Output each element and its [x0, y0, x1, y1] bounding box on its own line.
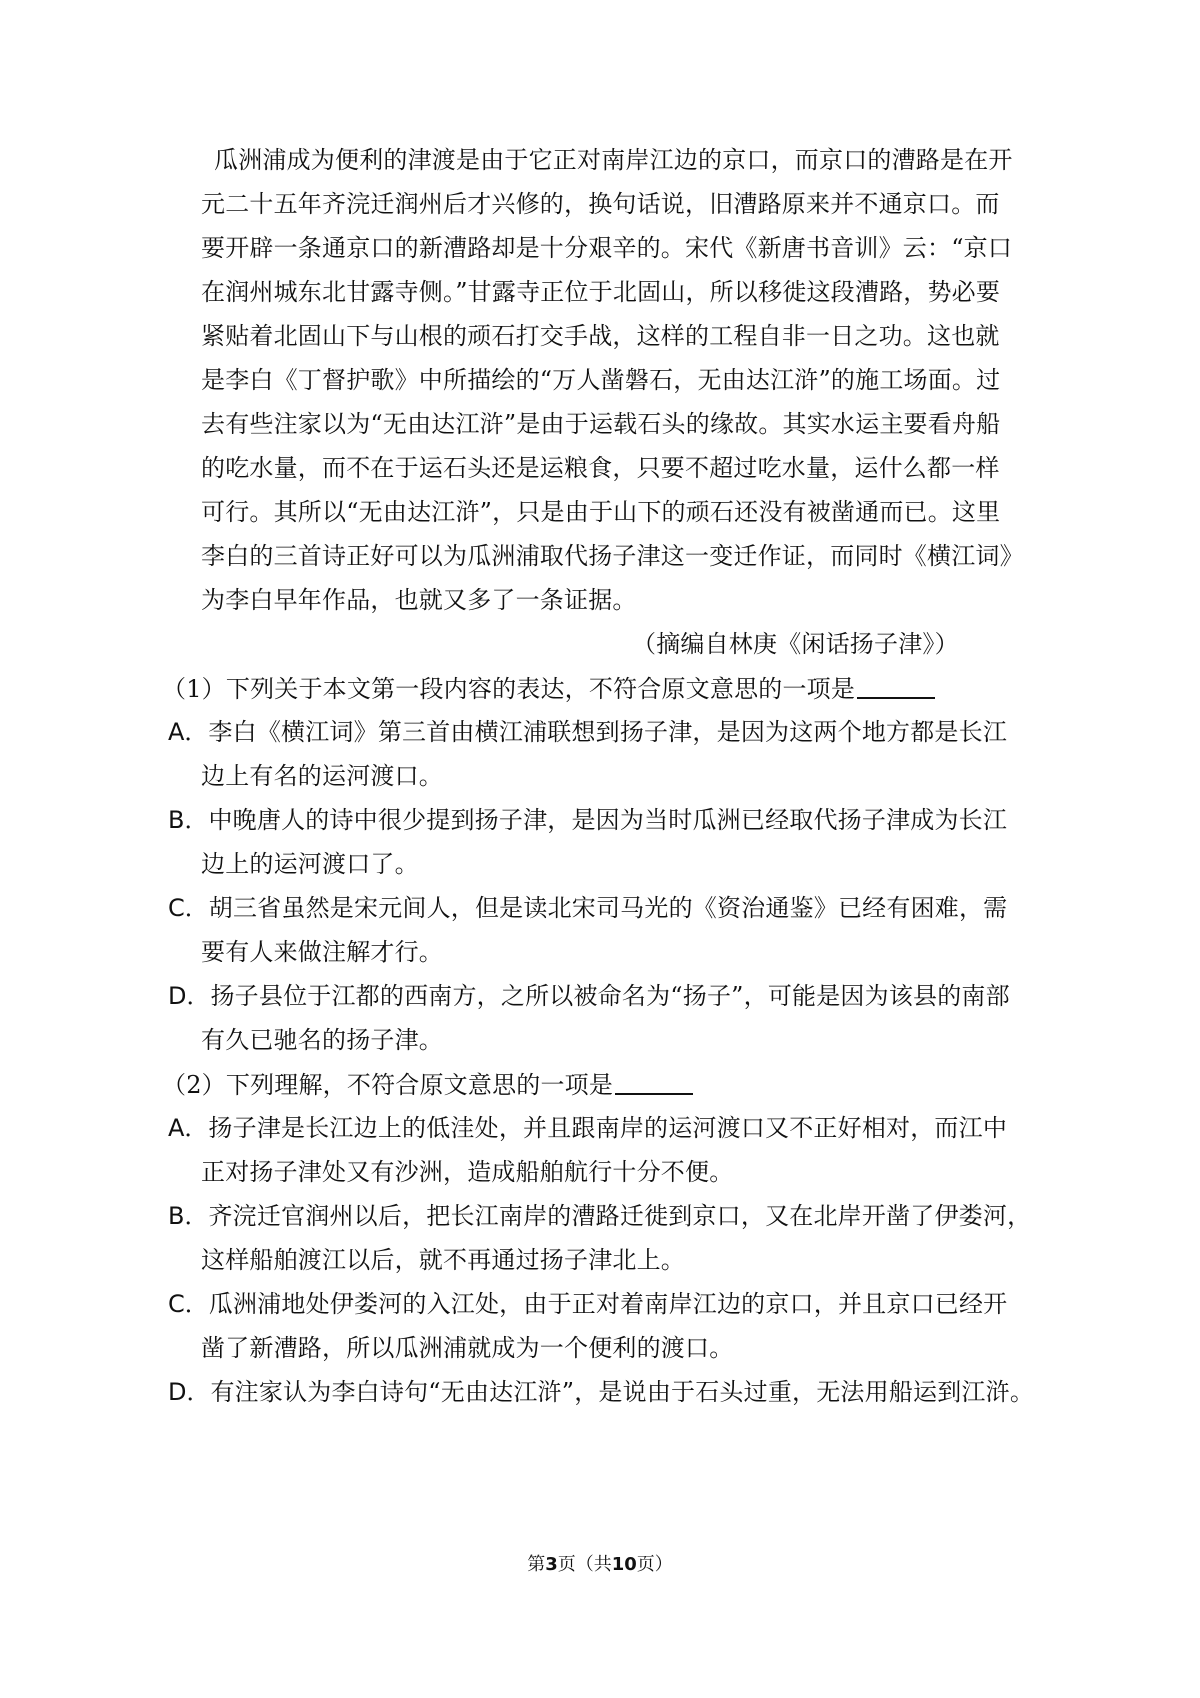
passage-line: 在润州城东北甘露寺侧。”甘露寺正位于北固山，所以移徙这段漕路，势必要: [201, 278, 1001, 306]
option-text: 胡三省虽然是宋元间人，但是读北宋司马光的《资治通鉴》已经有困难，需: [208, 894, 1008, 922]
q2-option-b: [168, 1201, 1031, 1231]
answer-blank: [615, 1069, 693, 1095]
passage-line: 元二十五年齐浣迁润州后才兴修的，换句话说，旧漕路原来并不通京口。而: [201, 190, 1000, 218]
footer-middle: 页（共: [557, 1554, 612, 1575]
page-footer: [0, 1553, 1200, 1577]
option-text: 齐浣迁官润州以后，把长江南岸的漕路迁徙到京口，又在北岸开凿了伊娄河，: [208, 1202, 1032, 1230]
option-label: C．: [168, 1290, 209, 1318]
q1-option-d-continued: 有久已驰名的扬子津。: [201, 1026, 443, 1054]
q1-option-c-continued: 要有人来做注解才行。: [201, 938, 443, 966]
q1-option-b-continued: 边上的运河渡口了。: [201, 850, 419, 878]
footer-prefix: 第: [527, 1554, 546, 1575]
question-1-stem: [162, 673, 935, 704]
passage-source: （摘编自林庚《闲话扬子津》）: [632, 630, 959, 658]
passage-line: 紧贴着北固山下与山根的顽石打交手战，这样的工程自非一日之功。这也就: [201, 322, 1000, 350]
answer-blank: [857, 673, 935, 699]
q2-option-c: [168, 1289, 1007, 1319]
footer-total-pages: 10: [611, 1554, 637, 1575]
q1-option-d: [168, 981, 1010, 1011]
option-label: A．: [168, 1114, 209, 1142]
question-2-stem: [162, 1069, 693, 1100]
q1-option-c: [168, 893, 1007, 923]
q1-option-b: [168, 805, 1007, 835]
option-label: D．: [168, 982, 211, 1010]
option-label: C．: [168, 894, 209, 922]
option-text: 中晚唐人的诗中很少提到扬子津，是因为当时瓜洲已经取代扬子津成为长江: [208, 806, 1008, 834]
option-text: 瓜洲浦地处伊娄河的入江处，由于正对着南岸江边的京口，并且京口已经开: [208, 1290, 1008, 1318]
q2-option-d: [168, 1377, 1034, 1407]
passage-line: 去有些注家以为“无由达江浒”是由于运载石头的缘故。其实水运主要看舟船: [201, 410, 1001, 438]
q2-option-a: [168, 1113, 1007, 1143]
footer-page-number: 3: [545, 1554, 558, 1575]
q1-option-a: [168, 717, 1007, 747]
q2-option-b-continued: 这样船舶渡江以后，就不再通过扬子津北上。: [201, 1246, 685, 1274]
q1-option-a-continued: 边上有名的运河渡口。: [201, 762, 443, 790]
q2-option-a-continued: 正对扬子津处又有沙洲，造成船舶航行十分不便。: [201, 1158, 734, 1186]
option-label: B．: [168, 1202, 209, 1230]
passage-line: 要开辟一条通京口的新漕路却是十分艰辛的。宋代《新唐书音训》云：“京口: [201, 234, 1013, 262]
q2-option-c-continued: 凿了新漕路，所以瓜洲浦就成为一个便利的渡口。: [201, 1334, 734, 1362]
option-label: D．: [168, 1378, 211, 1406]
footer-suffix: 页）: [636, 1554, 673, 1575]
option-text: 扬子县位于江都的西南方，之所以被命名为“扬子”，可能是因为该县的南部: [210, 982, 1010, 1010]
passage-line: 李白的三首诗正好可以为瓜洲浦取代扬子津这一变迁作证，而同时《横江词》: [201, 542, 1024, 570]
passage-line: 的吃水量，而不在于运石头还是运粮食，只要不超过吃水量，运什么都一样: [201, 454, 1000, 482]
option-text: 扬子津是长江边上的低洼处，并且跟南岸的运河渡口又不正好相对，而江中: [208, 1114, 1008, 1142]
passage-line: 瓜洲浦成为便利的津渡是由于它正对南岸江边的京口，而京口的漕路是在开: [214, 146, 1013, 174]
question-2-text: （2）下列理解，不符合原文意思的一项是: [162, 1071, 614, 1099]
option-label: A．: [168, 718, 209, 746]
passage-line: 可行。其所以“无由达江浒”，只是由于山下的顽石还没有被凿通而已。这里: [201, 498, 1001, 526]
passage-line: 是李白《丁督护歌》中所描绘的“万人凿磐石，无由达江浒”的施工场面。过: [201, 366, 1001, 394]
option-text: 李白《横江词》第三首由横江浦联想到扬子津，是因为这两个地方都是长江: [208, 718, 1008, 746]
option-text: 有注家认为李白诗句“无由达江浒”，是说由于石头过重，无法用船运到江浒。: [210, 1378, 1035, 1406]
passage-line: 为李白早年作品，也就又多了一条证据。: [201, 586, 637, 614]
option-label: B．: [168, 806, 209, 834]
question-1-text: （1）下列关于本文第一段内容的表达，不符合原文意思的一项是: [162, 675, 856, 703]
